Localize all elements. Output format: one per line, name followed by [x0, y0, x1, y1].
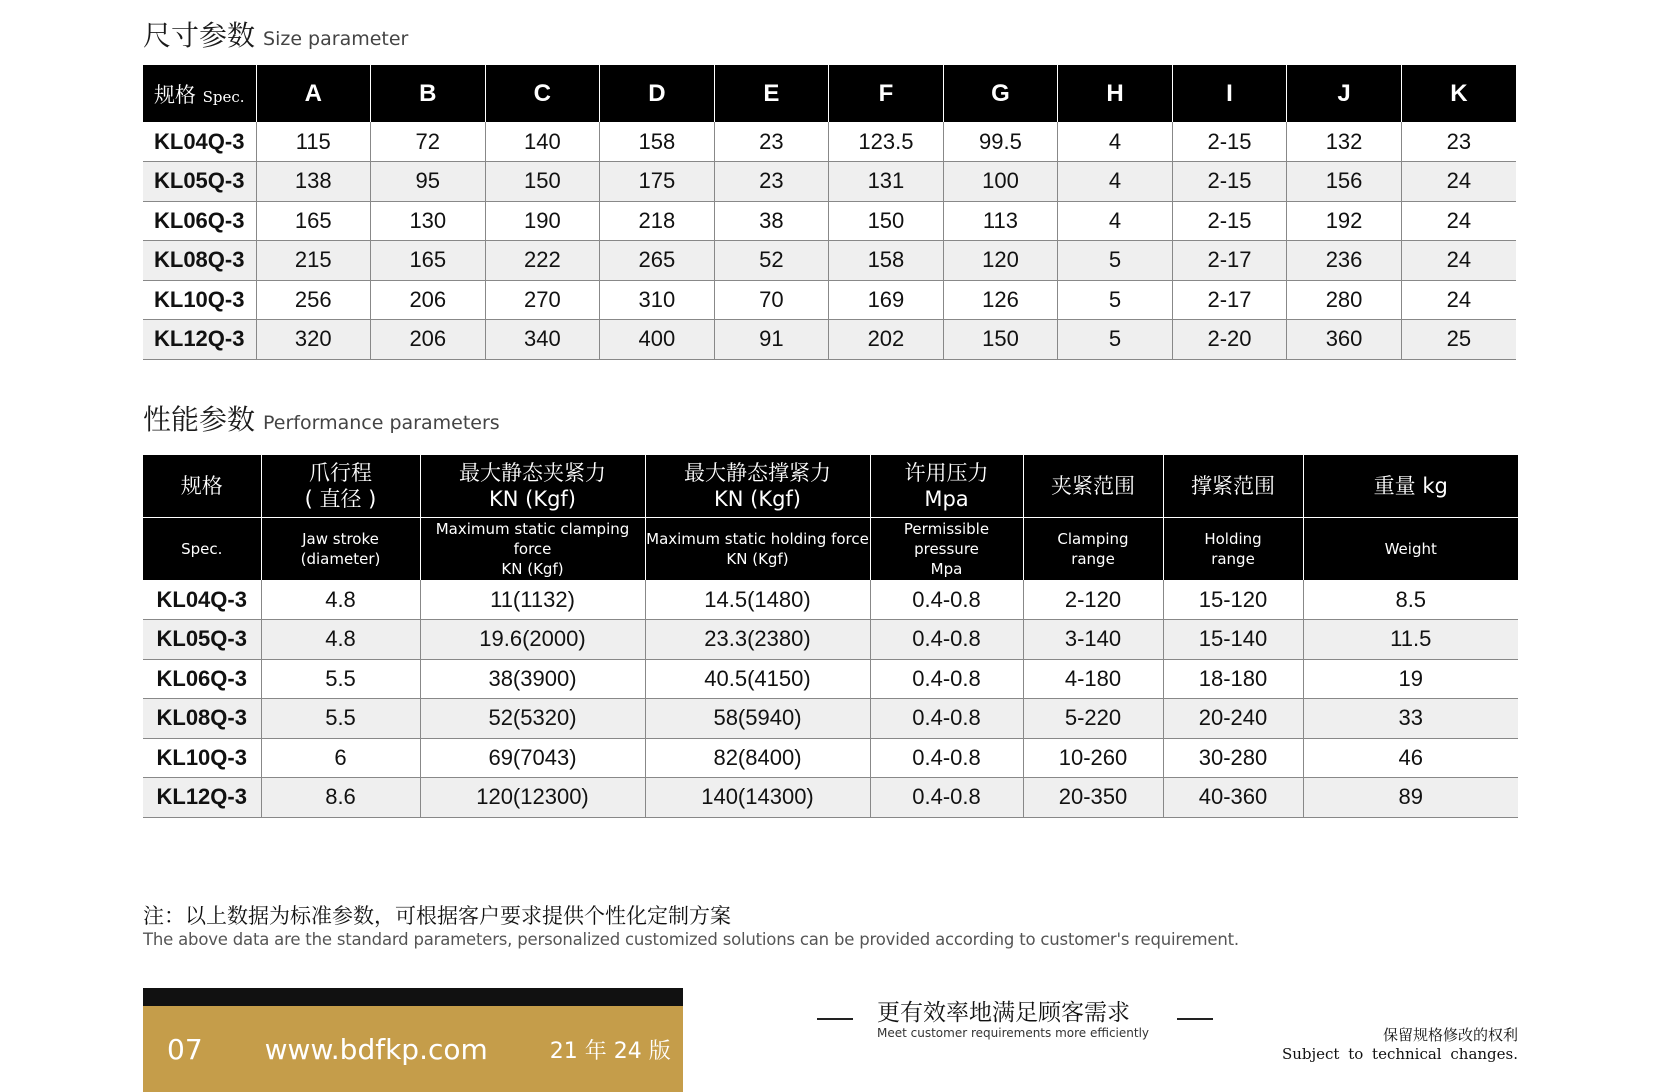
table-row: [143, 699, 1518, 739]
value-cell: 400: [600, 320, 715, 360]
page-number: 07: [167, 1032, 203, 1066]
table-row: [143, 580, 1518, 620]
header-line-1: 撑紧范围: [1191, 473, 1275, 498]
rights-notice: [1282, 1024, 1518, 1063]
header-line-1: 爪行程: [309, 460, 372, 485]
spec-cell: KL04Q-3: [143, 122, 256, 162]
value-cell: 140: [485, 122, 600, 162]
value-cell: 270: [485, 280, 600, 320]
footer-box: [143, 988, 683, 1092]
size-section-title: [143, 14, 408, 54]
header-line-1: 规格: [180, 473, 223, 498]
value-cell: 0.4-0.8: [870, 778, 1023, 818]
perf-header-cell: [143, 517, 261, 580]
footer-gold-band: [143, 1006, 683, 1092]
header-line-1: 许用压力: [904, 460, 989, 485]
spec-cell: KL06Q-3: [143, 659, 261, 699]
value-cell: 5.5: [261, 699, 420, 739]
value-cell: 14.5(1480): [645, 580, 870, 620]
spec-label-zh: 规格: [153, 82, 196, 107]
value-cell: 236: [1287, 241, 1402, 281]
value-cell: 30-280: [1163, 738, 1303, 778]
perf-section-title: [143, 398, 500, 438]
value-cell: 165: [371, 241, 486, 281]
value-cell: 89: [1303, 778, 1518, 818]
value-cell: 25: [1401, 320, 1516, 360]
value-cell: 113: [943, 201, 1058, 241]
header-line-2: KN (Kgf): [501, 559, 564, 578]
value-cell: 4: [1058, 162, 1173, 202]
value-cell: 320: [256, 320, 371, 360]
value-cell: 120(12300): [420, 778, 645, 818]
value-cell: 2-17: [1172, 241, 1287, 281]
perf-header-cell: [645, 517, 870, 580]
header-line-1: 重量 kg: [1373, 473, 1448, 498]
rights-en: Subject to technical changes.: [1281, 1045, 1518, 1063]
value-cell: 256: [256, 280, 371, 320]
perf-header-cell: [420, 455, 645, 517]
value-cell: 175: [600, 162, 715, 202]
value-cell: 4.8: [261, 620, 420, 660]
value-cell: 23.3(2380): [645, 620, 870, 660]
spec-cell: KL12Q-3: [143, 778, 261, 818]
value-cell: 6: [261, 738, 420, 778]
perf-header-cell: [261, 517, 420, 580]
header-line-1: Jaw stroke: [302, 529, 379, 548]
value-cell: 40.5(4150): [645, 659, 870, 699]
value-cell: 131: [829, 162, 944, 202]
value-cell: 150: [485, 162, 600, 202]
size-header-k: K: [1401, 65, 1516, 122]
size-header-c: C: [485, 65, 600, 122]
spec-cell: KL12Q-3: [143, 320, 256, 360]
value-cell: 169: [829, 280, 944, 320]
value-cell: 10-260: [1023, 738, 1163, 778]
perf-title-en: Performance parameters: [263, 412, 500, 434]
table-row: [143, 778, 1518, 818]
spec-cell: KL08Q-3: [143, 241, 256, 281]
table-row: [143, 280, 1516, 320]
value-cell: 8.6: [261, 778, 420, 818]
value-cell: 3-140: [1023, 620, 1163, 660]
value-cell: 5: [1058, 320, 1173, 360]
value-cell: 15-120: [1163, 580, 1303, 620]
value-cell: 165: [256, 201, 371, 241]
header-line-2: range: [1071, 549, 1115, 568]
value-cell: 140(14300): [645, 778, 870, 818]
perf-header-cell: [1303, 455, 1518, 517]
value-cell: 280: [1287, 280, 1402, 320]
perf-header-row-en: [143, 517, 1518, 580]
value-cell: 58(5940): [645, 699, 870, 739]
value-cell: 156: [1287, 162, 1402, 202]
value-cell: 0.4-0.8: [870, 659, 1023, 699]
size-title-zh: 尺寸参数: [143, 19, 256, 52]
value-cell: 158: [600, 122, 715, 162]
value-cell: 132: [1287, 122, 1402, 162]
value-cell: 0.4-0.8: [870, 738, 1023, 778]
value-cell: 0.4-0.8: [870, 699, 1023, 739]
perf-title-zh: 性能参数: [143, 403, 256, 436]
perf-header-cell: [870, 455, 1023, 517]
value-cell: 24: [1401, 280, 1516, 320]
perf-header-row-zh: [143, 455, 1518, 517]
perf-header-cell: [261, 455, 420, 517]
value-cell: 206: [371, 320, 486, 360]
value-cell: 5: [1058, 241, 1173, 281]
header-line-1: Clamping: [1057, 529, 1129, 548]
value-cell: 310: [600, 280, 715, 320]
value-cell: 138: [256, 162, 371, 202]
header-line-2: ( 直径 ): [304, 486, 377, 511]
perf-header-cell: [1303, 517, 1518, 580]
value-cell: 24: [1401, 241, 1516, 281]
header-line-2: (diameter): [300, 549, 381, 568]
perf-header-cell: [1023, 517, 1163, 580]
header-line-2: Mpa: [924, 486, 969, 511]
value-cell: 150: [829, 201, 944, 241]
value-cell: 126: [943, 280, 1058, 320]
website-url[interactable]: www.bdfkp.com: [264, 1032, 488, 1066]
spec-cell: KL04Q-3: [143, 580, 261, 620]
value-cell: 69(7043): [420, 738, 645, 778]
value-cell: 72: [371, 122, 486, 162]
header-line-1: Maximum static clamping force: [435, 519, 630, 558]
value-cell: 23: [714, 162, 829, 202]
value-cell: 15-140: [1163, 620, 1303, 660]
value-cell: 52(5320): [420, 699, 645, 739]
header-line-1: 最大静态撑紧力: [684, 460, 831, 485]
perf-header-cell: [870, 517, 1023, 580]
value-cell: 340: [485, 320, 600, 360]
value-cell: 20-350: [1023, 778, 1163, 818]
value-cell: 2-15: [1172, 122, 1287, 162]
perf-header-cell: [645, 455, 870, 517]
table-row: [143, 738, 1518, 778]
footer-black-bar: [143, 988, 683, 1006]
table-row: [143, 659, 1518, 699]
value-cell: 52: [714, 241, 829, 281]
table-row: [143, 162, 1516, 202]
header-line-1: Weight: [1384, 539, 1437, 558]
value-cell: 4.8: [261, 580, 420, 620]
perf-header-cell: [143, 455, 261, 517]
value-cell: 150: [943, 320, 1058, 360]
value-cell: 11(1132): [420, 580, 645, 620]
value-cell: 130: [371, 201, 486, 241]
value-cell: 2-20: [1172, 320, 1287, 360]
value-cell: 20-240: [1163, 699, 1303, 739]
value-cell: 115: [256, 122, 371, 162]
value-cell: 46: [1303, 738, 1518, 778]
value-cell: 222: [485, 241, 600, 281]
table-row: [143, 122, 1516, 162]
size-header-e: E: [714, 65, 829, 122]
slogan-line-left: [817, 1018, 853, 1020]
value-cell: 24: [1401, 201, 1516, 241]
perf-header-cell: [1163, 517, 1303, 580]
note-zh: 注：以上数据为标准参数，可根据客户要求提供个性化定制方案: [143, 904, 731, 928]
value-cell: 206: [371, 280, 486, 320]
table-row: [143, 620, 1518, 660]
value-cell: 0.4-0.8: [870, 580, 1023, 620]
size-header-g: G: [943, 65, 1058, 122]
value-cell: 23: [1401, 122, 1516, 162]
value-cell: 360: [1287, 320, 1402, 360]
table-row: [143, 320, 1516, 360]
slogan-line-right: [1177, 1018, 1213, 1020]
spec-cell: KL06Q-3: [143, 201, 256, 241]
value-cell: 19: [1303, 659, 1518, 699]
spec-cell: KL10Q-3: [143, 280, 256, 320]
size-header-spec: [143, 65, 256, 122]
performance-parameter-table: [143, 455, 1518, 818]
value-cell: 23: [714, 122, 829, 162]
value-cell: 120: [943, 241, 1058, 281]
size-header-h: H: [1058, 65, 1173, 122]
slogan-en: Meet customer requirements more efficiently: [877, 1026, 1150, 1040]
header-line-2: Mpa: [930, 559, 963, 578]
size-header-b: B: [371, 65, 486, 122]
value-cell: 5.5: [261, 659, 420, 699]
value-cell: 218: [600, 201, 715, 241]
value-cell: 5-220: [1023, 699, 1163, 739]
value-cell: 5: [1058, 280, 1173, 320]
spec-label-en: Spec.: [202, 87, 245, 106]
header-line-1: Spec.: [181, 539, 223, 558]
size-header-d: D: [600, 65, 715, 122]
value-cell: 2-120: [1023, 580, 1163, 620]
header-line-2: KN (Kgf): [726, 549, 789, 568]
edition-label: 21 年 24 版: [549, 1038, 671, 1064]
header-line-2: KN (Kgf): [713, 486, 802, 511]
size-title-en: Size parameter: [263, 28, 409, 50]
value-cell: 38(3900): [420, 659, 645, 699]
value-cell: 2-15: [1172, 201, 1287, 241]
value-cell: 95: [371, 162, 486, 202]
table-row: [143, 201, 1516, 241]
value-cell: 2-17: [1172, 280, 1287, 320]
size-header-a: A: [256, 65, 371, 122]
value-cell: 2-15: [1172, 162, 1287, 202]
header-line-1: Maximum static holding force: [646, 529, 869, 548]
value-cell: 38: [714, 201, 829, 241]
value-cell: 18-180: [1163, 659, 1303, 699]
value-cell: 192: [1287, 201, 1402, 241]
value-cell: 4-180: [1023, 659, 1163, 699]
value-cell: 8.5: [1303, 580, 1518, 620]
header-line-1: 最大静态夹紧力: [459, 460, 606, 485]
value-cell: 265: [600, 241, 715, 281]
value-cell: 11.5: [1303, 620, 1518, 660]
value-cell: 24: [1401, 162, 1516, 202]
value-cell: 19.6(2000): [420, 620, 645, 660]
value-cell: 4: [1058, 201, 1173, 241]
value-cell: 4: [1058, 122, 1173, 162]
value-cell: 202: [829, 320, 944, 360]
value-cell: 33: [1303, 699, 1518, 739]
size-header-f: F: [829, 65, 944, 122]
spec-cell: KL10Q-3: [143, 738, 261, 778]
header-line-2: range: [1211, 549, 1255, 568]
value-cell: 82(8400): [645, 738, 870, 778]
size-parameter-table: [143, 65, 1516, 360]
size-header-j: J: [1287, 65, 1402, 122]
value-cell: 215: [256, 241, 371, 281]
value-cell: 100: [943, 162, 1058, 202]
note-en: The above data are the standard parameters, personalized customized solutions can be provided according to customer's requirement.: [143, 930, 1239, 949]
rights-zh: 保留规格修改的权利: [1382, 1026, 1518, 1044]
value-cell: 158: [829, 241, 944, 281]
spec-cell: KL05Q-3: [143, 620, 261, 660]
value-cell: 91: [714, 320, 829, 360]
size-header-row: [143, 65, 1516, 122]
header-line-1: Holding: [1204, 529, 1262, 548]
value-cell: 99.5: [943, 122, 1058, 162]
value-cell: 123.5: [829, 122, 944, 162]
table-row: [143, 241, 1516, 281]
spec-cell: KL05Q-3: [143, 162, 256, 202]
header-line-1: 夹紧范围: [1051, 473, 1135, 498]
header-line-1: Permissible pressure: [903, 519, 990, 558]
perf-header-cell: [1023, 455, 1163, 517]
value-cell: 0.4-0.8: [870, 620, 1023, 660]
perf-header-cell: [1163, 455, 1303, 517]
spec-cell: KL08Q-3: [143, 699, 261, 739]
slogan-zh: 更有效率地满足顾客需求: [877, 1000, 1130, 1026]
value-cell: 190: [485, 201, 600, 241]
value-cell: 70: [714, 280, 829, 320]
header-line-2: KN (Kgf): [488, 486, 577, 511]
perf-header-cell: [420, 517, 645, 580]
value-cell: 40-360: [1163, 778, 1303, 818]
size-header-i: I: [1172, 65, 1287, 122]
